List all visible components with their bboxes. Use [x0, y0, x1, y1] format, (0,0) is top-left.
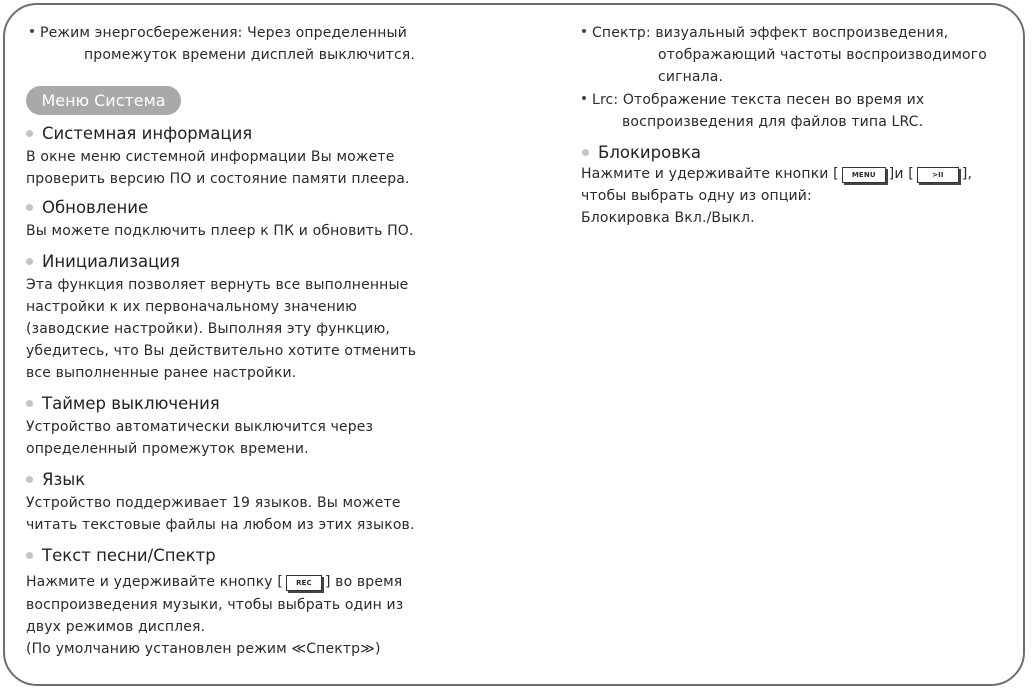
section-title-lyrics: Текст песни/Спектр [26, 546, 216, 565]
menu-system-badge: Меню Система [26, 86, 181, 115]
section-dot-icon [26, 258, 33, 265]
lock-text-3: Блокировка Вкл./Выкл. [581, 210, 755, 226]
lyrics-text-2: воспроизведения музыки, чтобы выбрать один из [26, 597, 404, 613]
timer-text-1: Устройство автоматически выключится через [26, 419, 374, 435]
power-saving-line-2: промежуток времени дисплей выключится. [84, 47, 415, 63]
section-title-lock: Блокировка [582, 143, 701, 162]
bullet-icon [30, 29, 34, 33]
menu-key-icon: MENU [842, 167, 886, 183]
section-dot-icon [26, 204, 33, 211]
lrc-line-2: воспроизведения для файлов типа LRC. [622, 114, 924, 130]
init-text-3: (заводские настройки). Выполняя эту функцию, [26, 321, 391, 337]
power-saving-line-1: Режим энергосбережения: Через определенный [30, 22, 407, 45]
section-dot-icon [26, 400, 33, 407]
lyrics-text-4: (По умолчанию установлен режим ≪Спектр≫) [26, 641, 381, 657]
spectrum-line-1: Спектр: визуальный эффект воспроизведения, [582, 22, 948, 45]
section-dot-icon [582, 149, 589, 156]
bullet-icon [582, 29, 586, 33]
init-text-4: убедитесь, что Вы действительно хотите отменить [26, 343, 417, 359]
section-title-language: Язык [26, 470, 85, 489]
lock-text-1: Нажмите и удерживайте кнопки [ MENU ]и [ >II ], [581, 166, 973, 182]
language-text-1: Устройство поддерживает 19 языков. Вы можете [26, 495, 401, 511]
section-title-update: Обновление [26, 198, 148, 217]
init-text-1: Эта функция позволяет вернуть все выполненные [26, 277, 409, 293]
init-text-5: все выполненные ранее настройки. [26, 365, 297, 381]
language-text-2: читать текстовые файлы на любом из этих языков. [26, 517, 415, 533]
sysinfo-text-2: проверить версию ПО и состояние памяти плеера. [26, 171, 410, 187]
spectrum-line-2: отображающий частоты воспроизводимого [658, 47, 987, 63]
lrc-line-1: Lrc: Отображение текста песен во время их [582, 89, 924, 112]
rec-key-icon: REC [286, 575, 322, 591]
section-dot-icon [26, 130, 33, 137]
section-dot-icon [26, 552, 33, 559]
init-text-2: настройки к их первоначальному значению [26, 299, 358, 315]
section-title-timer: Таймер выключения [26, 394, 220, 413]
lyrics-text-3: двух режимов дисплея. [26, 619, 206, 635]
lyrics-text-1: Нажмите и удерживайте кнопку [ REC ] во время [26, 574, 403, 590]
section-title-sysinfo: Системная информация [26, 124, 252, 143]
play-pause-key-icon: >II [917, 167, 959, 183]
spectrum-line-3: сигнала. [658, 69, 724, 85]
bullet-icon [582, 96, 586, 100]
section-dot-icon [26, 476, 33, 483]
sysinfo-text-1: В окне меню системной информации Вы можете [26, 149, 395, 165]
update-text-1: Вы можете подключить плеер к ПК и обновить ПО. [26, 223, 414, 239]
lock-text-2: чтобы выбрать одну из опций: [581, 188, 812, 204]
timer-text-2: определенный промежуток времени. [26, 441, 309, 457]
section-title-init: Инициализация [26, 252, 180, 271]
